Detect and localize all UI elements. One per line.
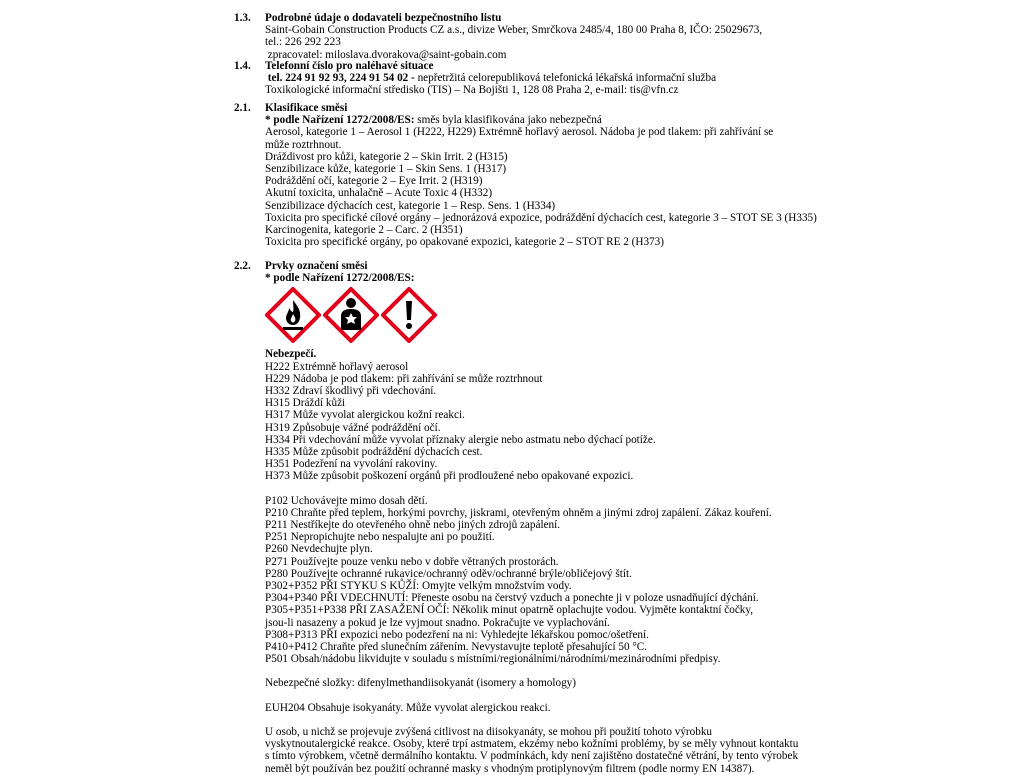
signal-word: Nebezpečí. [265,348,317,361]
h-statement: H319 Způsobuje vážné podráždění očí. [265,421,441,434]
p-statement: P501 Obsah/nádobu likvidujte v souladu s místními/regionálními/národními/mezinárodními předpisy. [265,653,721,666]
h-statement: H373 Může způsobit poškození orgánů při prodloužené nebo opakované expozici. [265,470,634,483]
section-number: 1.3. [234,12,251,24]
p-statement: P260 Nevdechujte plyn. [265,543,373,556]
p-statement: P251 Nepropichujte nebo nespalujte ani po použití. [265,531,495,544]
sensitivity-note: U osob, u nichž se projevuje zvýšená citlivost na diisokyanáty, se mohou při použití tohoto výrobku vyskytnoutalergické reakce. Osoby, které trpí astmatem, ekzémy nebo kožními problémy, by se měly vyhnout kontaktu s tímto výrobkem, včetně dermálního kontaktu. V podmínkách, kdy není zajištěno dostatečné větrání, by tento výrobek neměl být používán bez použití ochranné masky s vhodným protiplynovým filtrem (podle normy EN 14387). [265,725,799,775]
p-statement: P210 Chraňte před teplem, horkými povrchy, jiskrami, otevřeným ohněm a jinými zdroj zapálení. Zákaz kouření. [265,506,772,519]
flame-icon [265,287,321,343]
regulation-ref: * podle Nařízení 1272/2008/ES: [265,272,415,285]
emergency-phone-line [265,72,825,84]
h-statement: H335 Může způsobit podráždění dýchacích cest. [265,446,483,459]
health-hazard-icon [323,287,379,343]
section-title: Prvky označení směsi [265,260,368,272]
emergency-phone-desc: nepřetržitá celorepubliková telefonická lékařská informační služba [414,72,717,85]
emergency-phone-numbers: tel. 224 91 92 93, 224 91 54 02 - [265,72,415,85]
regulation-desc: směs byla klasifikována jako nebezpečná [414,114,602,127]
regulation-ref: * podle Nařízení 1272/2008/ES: [265,114,415,127]
supplier-phone: tel.: 226 292 223 [265,36,341,49]
classification-item: Toxicita pro specifické cílové orgány – jednorázová expozice, podráždění dýchacích cest, kategorie 3 – STOT SE 3 (H335) [265,211,817,224]
supplier-line: Saint-Gobain Construction Products CZ a.s., divize Weber, Smrčkova 2485/4, 180 00 Praha 8, IČO: 25029673, [265,24,763,37]
tis-line: Toxikologické informační středisko (TIS) – Na Bojišti 1, 128 08 Praha 2, e-mail: tis@vfn.cz [265,84,679,97]
classification-item: Karcinogenita, kategorie 2 – Carc. 2 (H351) [265,224,463,237]
h-statement: H222 Extrémně hořlavý aerosol [265,360,409,373]
h-statement: H315 Dráždí kůži [265,397,346,410]
hazardous-components: Nebezpečné složky: difenylmethandiisokyanát (isomery a homology) [265,677,576,690]
section-title: Telefonní číslo pro naléhavé situace [265,60,434,72]
exclamation-mark-icon [381,287,437,343]
classification-aerosol: Aerosol, kategorie 1 – Aerosol 1 (H222, H229) Extrémně hořlavý aerosol. Nádoba je pod tlakem: při zahřívání se může roztrhnout. [265,126,774,151]
section-number: 2.2. [234,260,251,272]
section-number: 2.1. [234,102,251,114]
p-statement: P280 Používejte ochranné rukavice/ochranný oděv/ochranné brýle/obličejový štít. [265,567,632,580]
p-statement: P410+P412 Chraňte před slunečním zářením. Nevystavujte teplotě přesahující 50 °C. [265,641,648,654]
section-number: 1.4. [234,60,251,72]
section-title: Podrobné údaje o dodavateli bezpečnostního listu [265,12,502,24]
section-title: Klasifikace směsi [265,102,348,114]
p-statement: P302+P352 PŘI STYKU S KŮŽÍ: Omyjte velkým množstvím vody. [265,580,572,593]
h-statement: H332 Zdraví škodlivý při vdechování. [265,385,437,398]
classification-item: Podráždění očí, kategorie 2 – Eye Irrit. 2 (H319) [265,175,483,188]
ghs-pictograms [265,287,825,347]
p-statement: P308+P313 PŘI expozici nebo podezření na ni: Vyhledejte lékařskou pomoc/ošetření. [265,628,649,641]
h-statement: H334 Při vdechování může vyvolat příznaky alergie nebo astmatu nebo dýchací potíže. [265,433,656,446]
euh-statement: EUH204 Obsahuje isokyanáty. Může vyvolat alergickou reakci. [265,701,551,714]
regulation-line [265,114,825,126]
classification-item: Senzibilizace dýchacích cest, kategorie 1 – Resp. Sens. 1 (H334) [265,199,556,212]
h-statement: H229 Nádoba je pod tlakem: při zahřívání se může roztrhnout [265,372,543,385]
h-statement: H317 Může vyvolat alergickou kožní reakci. [265,409,465,422]
supplier-email: zpracovatel: miloslava.dvorakova@saint-gobain.com [265,48,507,61]
classification-item: Toxicita pro specifické orgány, po opakované expozici, kategorie 2 – STOT RE 2 (H373) [265,236,664,249]
p-statement: P304+P340 PŘI VDECHNUTÍ: Přeneste osobu na čerstvý vzduch a ponechte ji v poloze usnadňující dýchání. [265,592,759,605]
p-statement: P271 Používejte pouze venku nebo v dobře větraných prostorách. [265,555,559,568]
p-statement: P211 Nestříkejte do otevřeného ohně nebo jiných zdrojů zapálení. [265,519,561,532]
classification-item: Dráždivost pro kůži, kategorie 2 – Skin Irrit. 2 (H315) [265,150,508,163]
p-statement: P102 Uchovávejte mimo dosah dětí. [265,494,428,507]
h-statement: H351 Podezření na vyvolání rakoviny. [265,458,438,471]
classification-item: Akutní toxicita, unhalačně – Acute Toxic 4 (H332) [265,187,493,200]
classification-item: Senzibilizace kůže, kategorie 1 – Skin Sens. 1 (H317) [265,163,507,176]
p-statement: P305+P351+P338 PŘI ZASAŽENÍ OČÍ: Několik minut opatrně oplachujte vodou. Vyjměte kontaktní čočky, jsou-li nasazeny a pokud je lze vyjmout snadno. Pokračujte ve vyplachování. [265,604,754,629]
